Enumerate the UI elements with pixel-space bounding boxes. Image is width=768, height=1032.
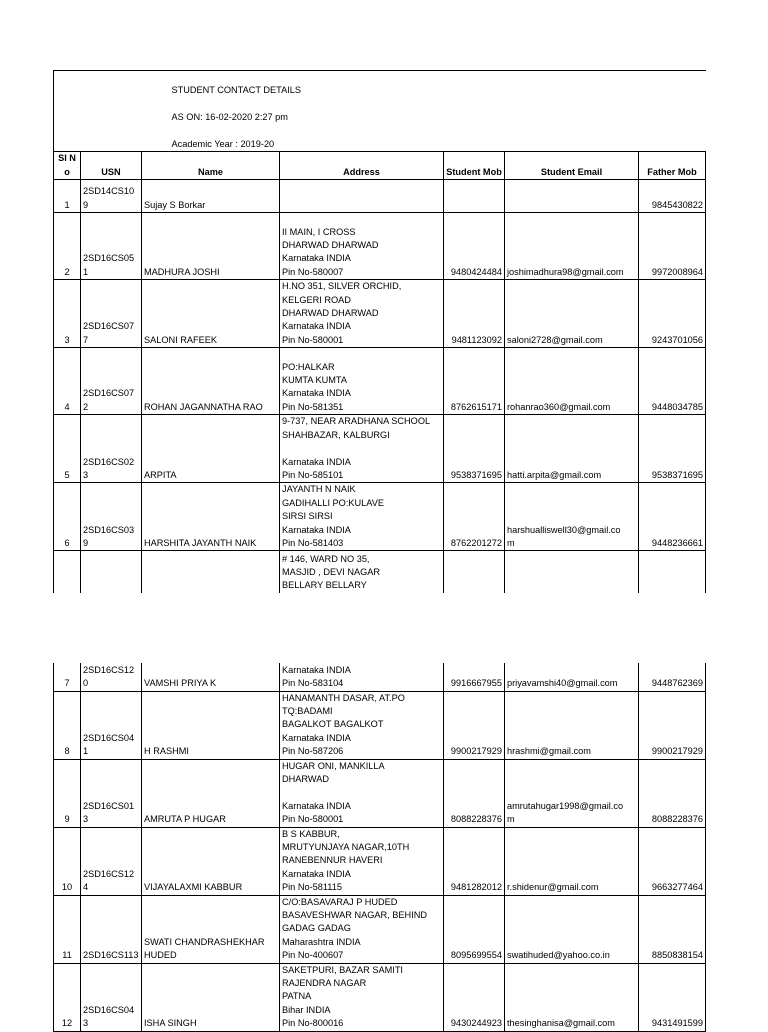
col-header-name: Name — [142, 152, 280, 180]
address-cell: SAKETPURI, BAZAR SAMITI RAJENDRA NAGAR PATNA Bihar INDIA Pin No-800016 — [280, 963, 444, 1031]
student-email-cell: saloni2728@gmail.com — [505, 280, 639, 348]
col-header-father-mob: Father Mob — [639, 152, 706, 180]
name-cell: MADHURA JOSHI — [142, 213, 280, 280]
contact-table-page-1 — [53, 70, 706, 593]
sl-no-cell: 1 — [54, 180, 81, 213]
student-email-cell: r.shidenur@gmail.com — [505, 827, 639, 895]
sl-no-cell: 7 — [54, 663, 81, 691]
father-mob-cell: 9431491599 — [639, 963, 706, 1031]
sl-no-cell: 5 — [54, 415, 81, 483]
sl-no-cell: 9 — [54, 759, 81, 827]
sl-no-cell: 11 — [54, 895, 81, 963]
sl-no-cell: 10 — [54, 827, 81, 895]
name-cell: H RASHMI — [142, 691, 280, 759]
as-on-timestamp: AS ON: 16-02-2020 2:27 pm — [171, 112, 288, 123]
name-cell: SALONI RAFEEK — [142, 280, 280, 348]
student-mob-cell: 9538371695 — [444, 415, 505, 483]
col-header-slno: Sl No — [54, 152, 81, 180]
table-row — [54, 415, 706, 483]
student-email-cell: amrutahugar1998@gmail.co m — [505, 759, 639, 827]
usn-cell: 2SD16CS077 — [81, 280, 142, 348]
student-email-cell: joshimadhura98@gmail.com — [505, 213, 639, 280]
father-mob-cell: 9538371695 — [639, 415, 706, 483]
father-mob-cell: 8088228376 — [639, 759, 706, 827]
report-title: STUDENT CONTACT DETAILS — [171, 85, 301, 96]
father-mob-cell: 9972008964 — [639, 213, 706, 280]
table-row — [54, 180, 706, 213]
father-mob-cell: 9448762369 — [639, 663, 706, 691]
usn-cell: 2SD16CS051 — [81, 213, 142, 280]
address-cell: HUGAR ONI, MANKILLA DHARWAD Karnataka INDIA Pin No-580001 — [280, 759, 444, 827]
student-mob-cell: 8095699554 — [444, 895, 505, 963]
table-row — [54, 483, 706, 551]
table-row — [54, 348, 706, 415]
father-mob-cell: 8850838154 — [639, 895, 706, 963]
address-cell: 9-737, NEAR ARADHANA SCHOOL SHAHBAZAR, KALBURGI Karnataka INDIA Pin No-585101 — [280, 415, 444, 483]
usn-cell: 2SD16CS043 — [81, 963, 142, 1031]
name-cell: ROHAN JAGANNATHA RAO — [142, 348, 280, 415]
usn-cell — [81, 551, 142, 593]
student-email-cell: thesinghanisa@gmail.com — [505, 963, 639, 1031]
col-header-usn: USN — [81, 152, 142, 180]
table-row — [54, 663, 706, 691]
student-mob-cell: 8762615171 — [444, 348, 505, 415]
table-row — [54, 691, 706, 759]
usn-cell: 2SD16CS120 — [81, 663, 142, 691]
father-mob-cell: 9448034785 — [639, 348, 706, 415]
table-row — [54, 213, 706, 280]
address-cell: # 146, WARD NO 35, MASJID , DEVI NAGAR BELLARY BELLARY — [280, 551, 444, 593]
address-cell: B S KABBUR, MRUTYUNJAYA NAGAR,10TH RANEBENNUR HAVERI Karnataka INDIA Pin No-581115 — [280, 827, 444, 895]
student-email-cell: swatihuded@yahoo.co.in — [505, 895, 639, 963]
name-cell — [142, 551, 280, 593]
usn-cell: 2SD16CS072 — [81, 348, 142, 415]
sl-no-cell: 6 — [54, 483, 81, 551]
student-mob-cell: 9481282012 — [444, 827, 505, 895]
col-header-student-email: Student Email — [505, 152, 639, 180]
usn-cell: 2SD16CS023 — [81, 415, 142, 483]
sl-no-cell: 8 — [54, 691, 81, 759]
address-cell: H.NO 351, SILVER ORCHID, KELGERI ROAD DHARWAD DHARWAD Karnataka INDIA Pin No-580001 — [280, 280, 444, 348]
student-email-cell: rohanrao360@gmail.com — [505, 348, 639, 415]
table-row — [54, 827, 706, 895]
student-mob-cell: 9481123092 — [444, 280, 505, 348]
student-email-cell: hatti.arpita@gmail.com — [505, 415, 639, 483]
student-mob-cell: 9480424484 — [444, 213, 505, 280]
father-mob-cell: 9900217929 — [639, 691, 706, 759]
name-cell: VIJAYALAXMI KABBUR — [142, 827, 280, 895]
sl-no-cell: 2 — [54, 213, 81, 280]
usn-cell: 2SD16CS124 — [81, 827, 142, 895]
usn-cell: 2SD16CS041 — [81, 691, 142, 759]
student-email-cell — [505, 180, 639, 213]
sl-no-cell: 4 — [54, 348, 81, 415]
usn-cell: 2SD16CS013 — [81, 759, 142, 827]
student-mob-cell: 8088228376 — [444, 759, 505, 827]
father-mob-cell: 9448236661 — [639, 483, 706, 551]
sl-no-cell: 12 — [54, 963, 81, 1031]
student-email-cell: harshualliswell30@gmail.co m — [505, 483, 639, 551]
sl-no-cell — [54, 551, 81, 593]
col-header-address: Address — [280, 152, 444, 180]
col-header-student-mob: Student Mob — [444, 152, 505, 180]
name-cell: Sujay S Borkar — [142, 180, 280, 213]
student-mob-cell: 9900217929 — [444, 691, 505, 759]
name-cell: ARPITA — [142, 415, 280, 483]
name-cell: ISHA SINGH — [142, 963, 280, 1031]
address-cell: Karnataka INDIA Pin No-583104 — [280, 663, 444, 691]
address-cell — [280, 180, 444, 213]
sheet-page-1 — [53, 70, 705, 593]
name-cell: HARSHITA JAYANTH NAIK — [142, 483, 280, 551]
name-cell: SWATI CHANDRASHEKHAR HUDED — [142, 895, 280, 963]
student-email-cell: priyavamshi40@gmail.com — [505, 663, 639, 691]
address-cell: HANAMANTH DASAR, AT.PO TQ:BADAMI BAGALKOT BAGALKOT Karnataka INDIA Pin No-587206 — [280, 691, 444, 759]
academic-year: Academic Year : 2019-20 — [171, 139, 275, 150]
table-row — [54, 895, 706, 963]
student-mob-cell: 9916667955 — [444, 663, 505, 691]
contact-table-page-2 — [53, 663, 706, 1032]
name-cell: VAMSHI PRIYA K — [142, 663, 280, 691]
father-mob-cell — [639, 551, 706, 593]
sheet-page-2 — [53, 663, 705, 1032]
table-row — [54, 963, 706, 1031]
student-mob-cell — [444, 180, 505, 213]
student-email-cell: hrashmi@gmail.com — [505, 691, 639, 759]
name-cell: AMRUTA P HUGAR — [142, 759, 280, 827]
address-cell: PO:HALKAR KUMTA KUMTA Karnataka INDIA Pin No-581351 — [280, 348, 444, 415]
usn-cell: 2SD16CS039 — [81, 483, 142, 551]
table-row — [54, 759, 706, 827]
father-mob-cell: 9243701056 — [639, 280, 706, 348]
usn-cell: 2SD16CS113 — [81, 895, 142, 963]
address-cell: JAYANTH N NAIK GADIHALLI PO:KULAVE SIRSI SIRSI Karnataka INDIA Pin No-581403 — [280, 483, 444, 551]
student-email-cell — [505, 551, 639, 593]
table-row — [54, 551, 706, 593]
student-mob-cell: 9430244923 — [444, 963, 505, 1031]
header-row — [54, 152, 706, 180]
table-row — [54, 280, 706, 348]
address-cell: C/O:BASAVARAJ P HUDED BASAVESHWAR NAGAR, BEHIND GADAG GADAG Maharashtra INDIA Pin No-400607 — [280, 895, 444, 963]
student-mob-cell: 8762201272 — [444, 483, 505, 551]
student-mob-cell — [444, 551, 505, 593]
title-row — [54, 71, 706, 152]
father-mob-cell: 9845430822 — [639, 180, 706, 213]
address-cell: II MAIN, I CROSS DHARWAD DHARWAD Karnataka INDIA Pin No-580007 — [280, 213, 444, 280]
sl-no-cell: 3 — [54, 280, 81, 348]
father-mob-cell: 9663277464 — [639, 827, 706, 895]
usn-cell: 2SD14CS109 — [81, 180, 142, 213]
